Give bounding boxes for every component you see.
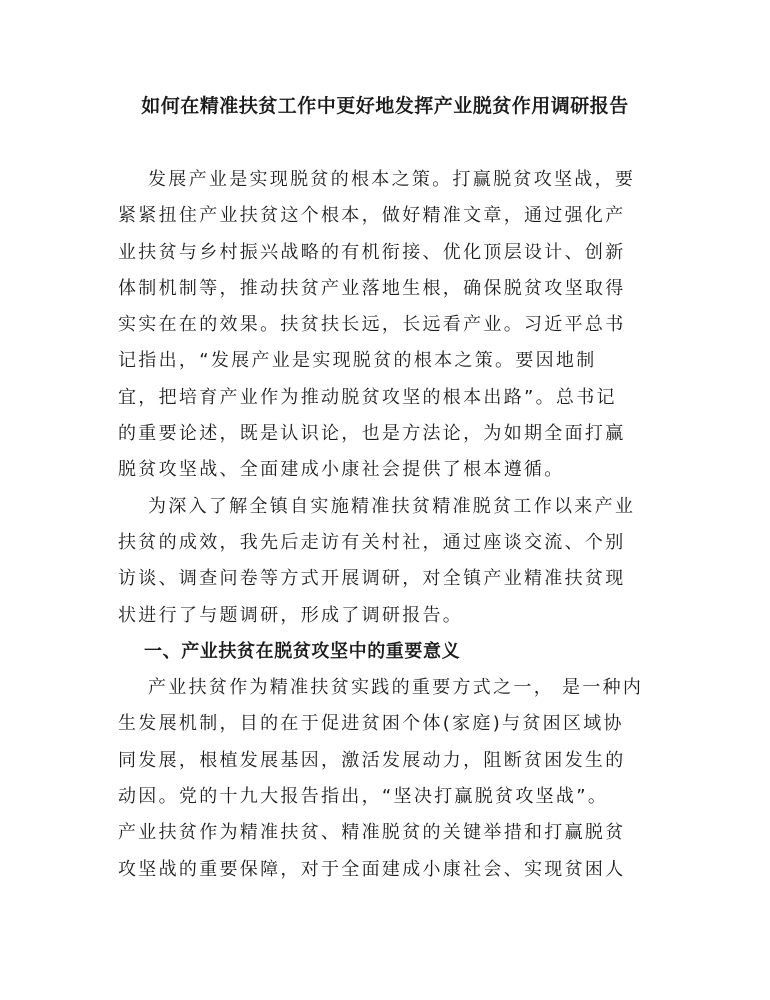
document-body xyxy=(118,162,658,888)
text-line: 扶贫的成效，我先后走访有关村社，通过座谈交流、个别 xyxy=(118,531,626,553)
text-line: 记指出，“发展产业是实现脱贫的根本之策。要因地制 xyxy=(118,350,597,372)
text-line: 的重要论述，既是认识论，也是方法论，为如期全面打赢 xyxy=(118,423,626,445)
text-line: 体制机制等，推动扶贫产业落地生根，确保脱贫攻坚取得 xyxy=(118,277,626,299)
text-line: 动因。党的十九大报告指出，“坚决打赢脱贫攻坚战”。 xyxy=(118,786,609,808)
text-line: 访谈、调查问卷等方式开展调研，对全镇产业精准扶贫现 xyxy=(118,568,626,590)
text-line: 宜，把培育产业作为推动脱贫攻坚的根本出路”。总书记 xyxy=(118,386,617,408)
text-line: 紧紧扭住产业扶贫这个根本，做好精准文章，通过强化产 xyxy=(118,205,626,227)
text-line: 攻坚战的重要保障，对于全面建成小康社会、实现贫困人 xyxy=(118,858,626,880)
text-line: 生发展机制，目的在于促进贫困个体(家庭)与贫困区域协 xyxy=(118,713,624,735)
text-line: 产业扶贫作为精准扶贫、精准脱贫的关键举措和打赢脱贫 xyxy=(118,822,626,844)
text-line: 为深入了解全镇自实施精准扶贫精准脱贫工作以来产业 xyxy=(148,495,636,517)
document-title: 如何在精准扶贫工作中更好地发挥产业脱贫作用调研报告 xyxy=(141,95,629,117)
text-line: 业扶贫与乡村振兴战略的有机衔接、优化顶层设计、创新 xyxy=(118,241,626,263)
text-line: 发展产业是实现脱贫的根本之策。打赢脱贫攻坚战，要 xyxy=(148,169,636,190)
text-line: 同发展，根植发展基因，激活发展动力，阻断贫困发生的 xyxy=(118,749,626,771)
text-line: 产业扶贫作为精准扶贫实践的重要方式之一， 是一种内 xyxy=(148,677,644,699)
text-line: 状进行了与题调研，形成了调研报告。 xyxy=(118,604,464,626)
text-line: 实实在在的效果。扶贫扶长远，长远看产业。习近平总书 xyxy=(118,314,626,336)
section-heading: 一、产业扶贫在脱贫攻坚中的重要意义 xyxy=(144,640,461,662)
text-line: 脱贫攻坚战、全面建成小康社会提供了根本遵循。 xyxy=(118,459,565,481)
